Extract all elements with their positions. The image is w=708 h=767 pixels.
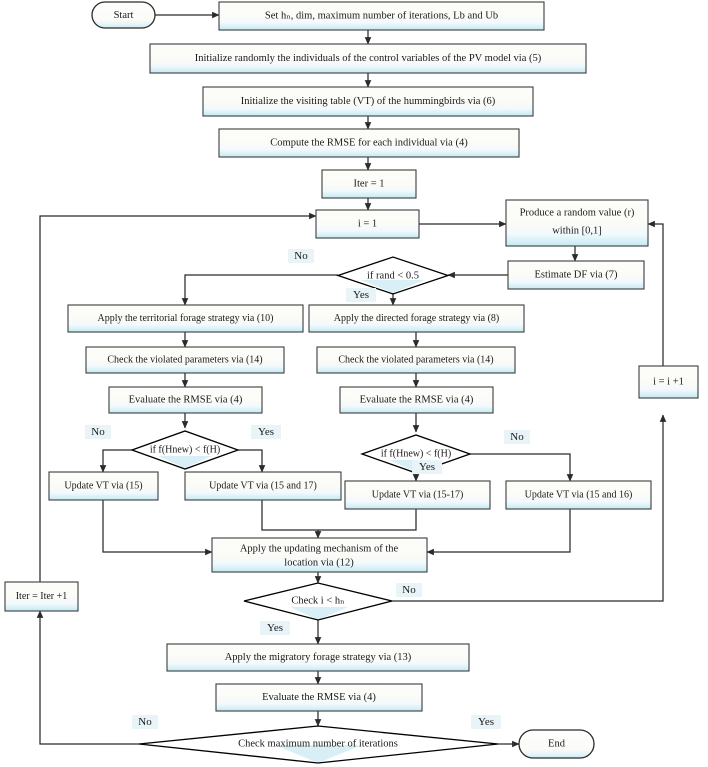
node-produce-random-label-1: Produce a random value (r)	[519, 207, 635, 219]
node-territorial-forage[interactable]	[68, 305, 303, 332]
node-i-increment[interactable]	[639, 366, 698, 398]
node-set-params-label: Set hₙ, dim, maximum number of iterations, Lb and Ub	[264, 10, 499, 22]
node-compute-rmse-label: Compute the RMSE for each individual via (4)	[270, 137, 468, 149]
edge-label-fitleft-no: No	[91, 426, 105, 439]
edge-updvt1517a-to-apply	[262, 500, 318, 538]
node-eval-rmse-bottom[interactable]	[216, 684, 422, 711]
node-update-vt-15-17b[interactable]	[345, 481, 490, 509]
edge-label-checki-no: No	[402, 584, 416, 597]
node-update-vt-15-16-label: Update VT via (15 and 16)	[524, 489, 633, 501]
node-apply-updating-mechanism[interactable]	[212, 538, 427, 572]
edge-label-checki-yes: Yes	[266, 622, 284, 635]
node-start[interactable]	[92, 2, 155, 28]
edge-ifrand-no	[185, 275, 338, 305]
edge-updvt1517b-to-apply	[318, 509, 416, 530]
edge-updvt15-to-apply	[103, 500, 212, 552]
node-eval-rmse-right[interactable]	[340, 387, 493, 413]
node-end-label: End	[548, 738, 565, 750]
node-end[interactable]	[519, 730, 594, 758]
node-check-violated-right[interactable]	[317, 347, 515, 373]
node-i-init[interactable]	[316, 210, 419, 238]
node-if-rand-label: if rand < 0.5	[367, 270, 419, 282]
edge-label-rand-no: No	[294, 250, 308, 263]
node-if-fitness-left[interactable]	[132, 431, 238, 469]
edge-iffitr-no	[470, 454, 570, 481]
node-iter-init-label: Iter = 1	[353, 178, 385, 190]
edge-label-fitright-yes: Yes	[418, 461, 436, 474]
node-init-vt[interactable]	[203, 87, 533, 116]
node-estimate-df[interactable]	[508, 261, 644, 289]
node-estimate-df-label: Estimate DF via (7)	[534, 269, 618, 281]
edge-label-rand-yes: Yes	[352, 289, 370, 302]
node-set-params[interactable]	[219, 2, 544, 30]
node-produce-random-label-2: within [0,1]	[552, 225, 602, 237]
node-check-max-iterations[interactable]	[139, 726, 498, 763]
node-check-i-label: Check i < hₙ	[291, 595, 345, 607]
node-check-i[interactable]	[244, 583, 392, 620]
node-update-vt-15-17b-label: Update VT via (15-17)	[371, 489, 464, 501]
edge-iffitl-yes	[238, 450, 262, 472]
node-iter-increment[interactable]	[5, 582, 78, 611]
node-update-vt-15[interactable]	[49, 472, 158, 500]
node-directed-forage-label: Apply the directed forage strategy via (8)	[333, 312, 500, 324]
edge-updvt1516-to-apply	[427, 509, 570, 552]
node-apply-updating-label-1: Apply the updating mechanism of the	[239, 543, 399, 555]
edge-iinc-to-produce	[648, 224, 663, 366]
node-iter-increment-label: Iter = Iter +1	[15, 590, 68, 602]
edge-label-checkmax-no: No	[138, 716, 152, 729]
node-if-fitness-right-label: if f(Hnew) < f(H)	[380, 448, 452, 460]
node-i-init-label: i = 1	[357, 218, 378, 230]
node-apply-updating-label-2: location via (12)	[284, 557, 354, 569]
node-check-violated-left-label: Check the violated parameters via (14)	[107, 354, 263, 366]
node-eval-rmse-left[interactable]	[109, 387, 262, 413]
edge-iffitl-no	[103, 450, 132, 472]
node-check-violated-left[interactable]	[86, 347, 284, 373]
node-check-max-iterations-label: Check maximum number of iterations	[238, 738, 398, 750]
node-produce-random[interactable]	[506, 200, 648, 246]
edge-label-fitleft-yes: Yes	[257, 426, 275, 439]
node-eval-rmse-bottom-label: Evaluate the RMSE via (4)	[262, 691, 376, 703]
node-init-vt-label: Initialize the visiting table (VT) of the hummingbirds via (6)	[240, 95, 496, 107]
edge-label-checkmax-yes: Yes	[477, 716, 495, 729]
node-update-vt-15-16[interactable]	[506, 481, 651, 509]
node-update-vt-15-17a[interactable]	[185, 472, 341, 500]
node-init-random[interactable]	[150, 44, 586, 73]
node-i-increment-label: i = i +1	[653, 376, 684, 388]
node-migratory-forage-label: Apply the migratory forage strategy via (13)	[224, 651, 412, 663]
node-eval-rmse-right-label: Evaluate the RMSE via (4)	[359, 394, 474, 406]
node-eval-rmse-left-label: Evaluate the RMSE via (4)	[128, 394, 243, 406]
node-if-fitness-left-label: if f(Hnew) < f(H)	[149, 444, 221, 456]
node-territorial-forage-label: Apply the territorial forage strategy via (10)	[97, 312, 274, 324]
edge-checkmax-no	[40, 611, 139, 744]
edge-label-fitright-no: No	[510, 431, 524, 444]
node-init-random-label: Initialize randomly the individuals of the control variables of the PV model via (5)	[194, 52, 542, 64]
node-migratory-forage[interactable]	[167, 644, 469, 671]
connectors	[40, 15, 663, 744]
node-compute-rmse[interactable]	[219, 129, 519, 157]
node-iter-init[interactable]	[322, 170, 416, 198]
node-start-label: Start	[113, 9, 134, 21]
node-check-violated-right-label: Check the violated parameters via (14)	[338, 354, 494, 366]
node-update-vt-15-label: Update VT via (15)	[64, 480, 143, 492]
node-update-vt-15-17a-label: Update VT via (15 and 17)	[209, 480, 317, 492]
node-directed-forage[interactable]	[309, 305, 524, 332]
